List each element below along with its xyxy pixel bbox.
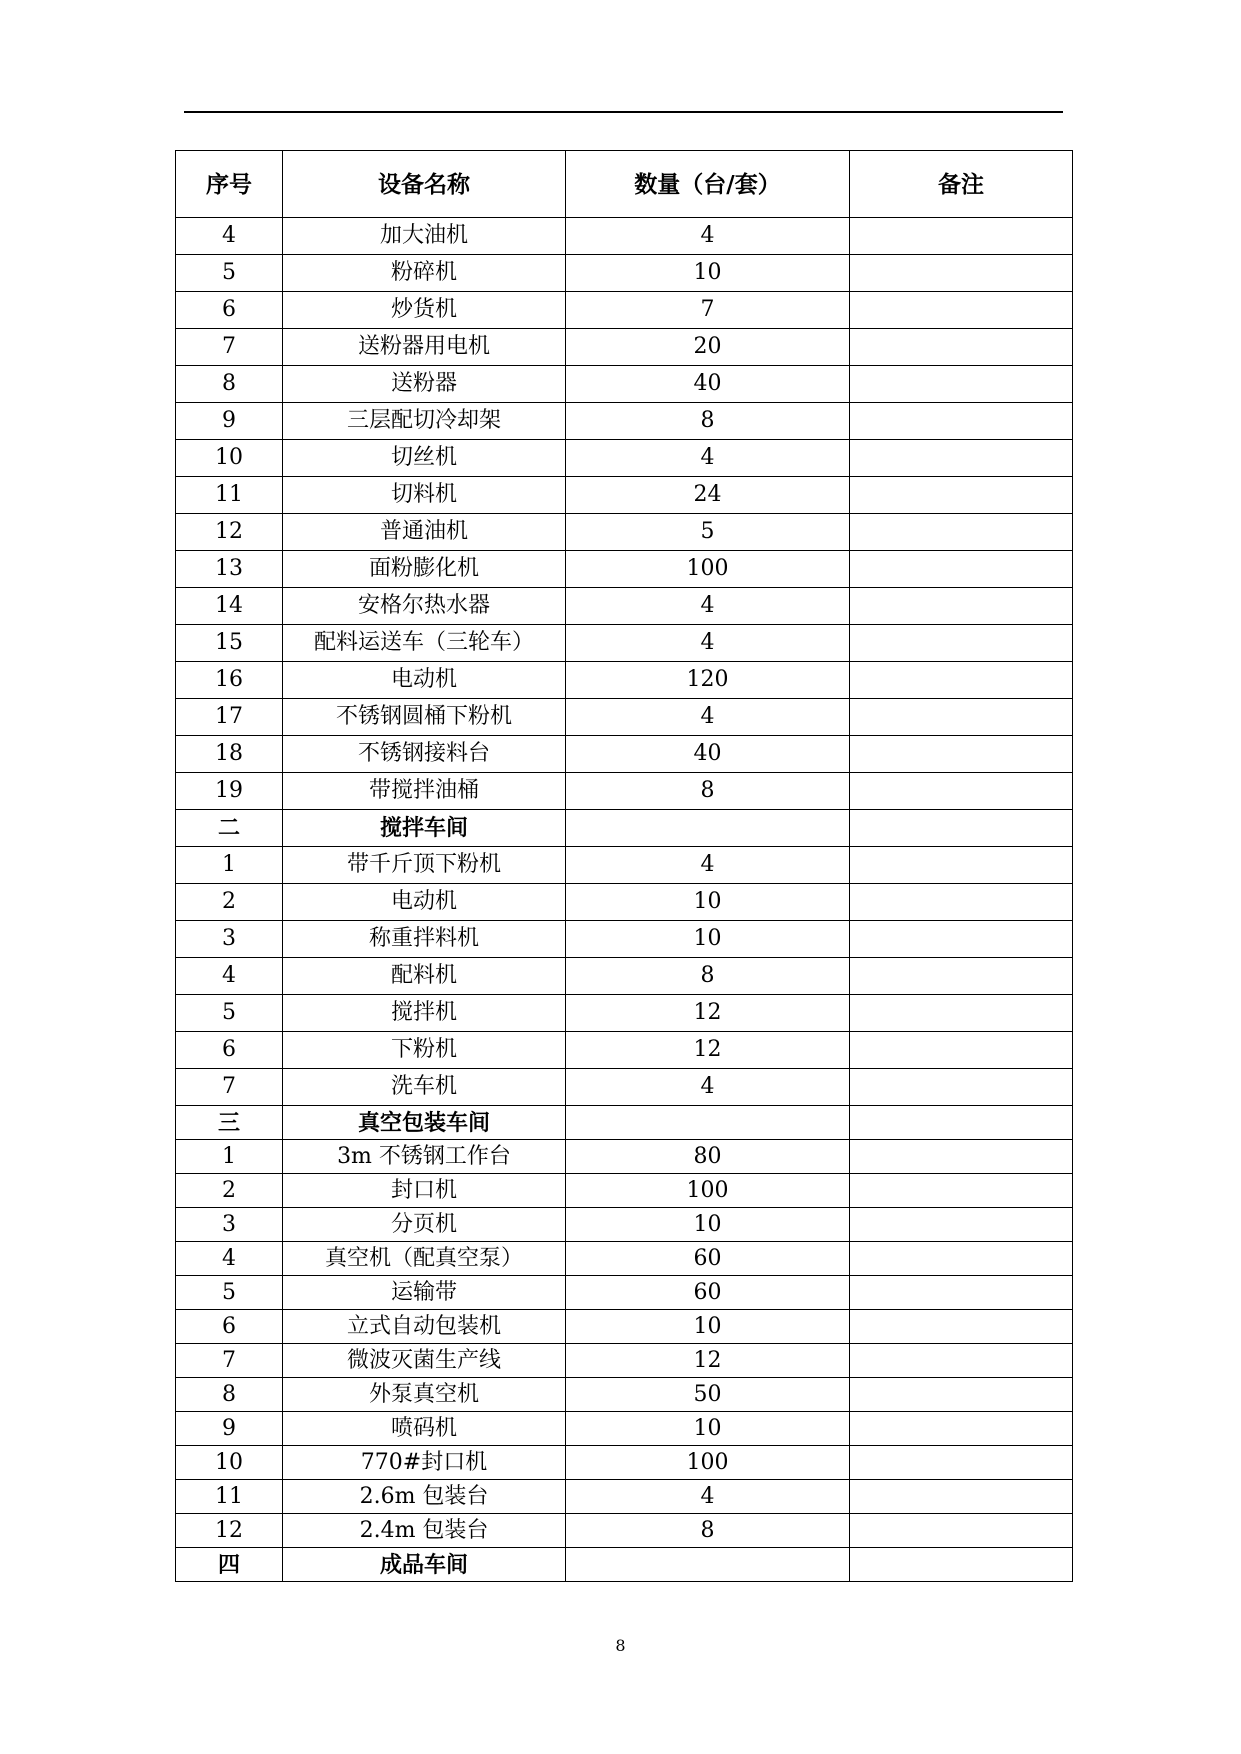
table-row: [176, 218, 1073, 255]
cell-note: [850, 366, 1073, 403]
cell-qty: 4: [566, 1480, 850, 1514]
equipment-table: [175, 150, 1073, 1582]
table-row: [176, 1310, 1073, 1344]
cell-name: 搅拌机: [283, 995, 566, 1032]
cell-no: 11: [176, 1480, 283, 1514]
cell-no: 12: [176, 1514, 283, 1548]
cell-name: 真空包装车间: [283, 1106, 566, 1140]
cell-note: [850, 218, 1073, 255]
cell-qty: 40: [566, 366, 850, 403]
table-row: [176, 1378, 1073, 1412]
cell-note: [850, 1106, 1073, 1140]
cell-note: [850, 1548, 1073, 1582]
cell-qty: 8: [566, 1514, 850, 1548]
table-row: [176, 1514, 1073, 1548]
table-row: [176, 1140, 1073, 1174]
cell-note: [850, 1140, 1073, 1174]
cell-no: 18: [176, 736, 283, 773]
table-row: [176, 625, 1073, 662]
table-row: [176, 1412, 1073, 1446]
cell-no: 1: [176, 847, 283, 884]
cell-name: 加大油机: [283, 218, 566, 255]
cell-name: 分页机: [283, 1208, 566, 1242]
cell-qty: 10: [566, 255, 850, 292]
cell-name: 不锈钢圆桶下粉机: [283, 699, 566, 736]
cell-qty: 100: [566, 1446, 850, 1480]
cell-qty: 60: [566, 1242, 850, 1276]
cell-qty: [566, 1106, 850, 1140]
cell-name: 安格尔热水器: [283, 588, 566, 625]
cell-note: [850, 736, 1073, 773]
cell-name: 真空机（配真空泵）: [283, 1242, 566, 1276]
cell-qty: 12: [566, 1344, 850, 1378]
cell-qty: 60: [566, 1276, 850, 1310]
cell-no: 6: [176, 1310, 283, 1344]
cell-note: [850, 773, 1073, 810]
cell-name: 洗车机: [283, 1069, 566, 1106]
header-note: 备注: [850, 151, 1073, 218]
cell-name: 立式自动包装机: [283, 1310, 566, 1344]
cell-note: [850, 847, 1073, 884]
table-row: [176, 403, 1073, 440]
cell-note: [850, 477, 1073, 514]
cell-note: [850, 1242, 1073, 1276]
cell-no: 16: [176, 662, 283, 699]
cell-name: 电动机: [283, 662, 566, 699]
cell-note: [850, 1276, 1073, 1310]
cell-qty: 8: [566, 403, 850, 440]
cell-qty: 8: [566, 958, 850, 995]
cell-qty: [566, 810, 850, 847]
cell-note: [850, 1446, 1073, 1480]
cell-qty: 12: [566, 995, 850, 1032]
cell-name: 运输带: [283, 1276, 566, 1310]
cell-name: 面粉膨化机: [283, 551, 566, 588]
cell-qty: [566, 1548, 850, 1582]
cell-name: 配料运送车（三轮车）: [283, 625, 566, 662]
cell-name: 带搅拌油桶: [283, 773, 566, 810]
cell-qty: 10: [566, 884, 850, 921]
table-row: [176, 1242, 1073, 1276]
cell-note: [850, 1174, 1073, 1208]
cell-no: 9: [176, 403, 283, 440]
cell-qty: 5: [566, 514, 850, 551]
table-row: [176, 1069, 1073, 1106]
table-row: [176, 1032, 1073, 1069]
cell-note: [850, 810, 1073, 847]
cell-qty: 50: [566, 1378, 850, 1412]
cell-name: 称重拌料机: [283, 921, 566, 958]
cell-note: [850, 995, 1073, 1032]
table-row: [176, 477, 1073, 514]
table-row: [176, 1276, 1073, 1310]
cell-name: 喷码机: [283, 1412, 566, 1446]
cell-qty: 10: [566, 1412, 850, 1446]
cell-qty: 8: [566, 773, 850, 810]
table-row: [176, 1446, 1073, 1480]
cell-no: 2: [176, 884, 283, 921]
table-row: [176, 773, 1073, 810]
cell-name: 炒货机: [283, 292, 566, 329]
cell-note: [850, 662, 1073, 699]
cell-qty: 4: [566, 699, 850, 736]
cell-name: 下粉机: [283, 1032, 566, 1069]
cell-no: 19: [176, 773, 283, 810]
cell-name: 切丝机: [283, 440, 566, 477]
table-row: [176, 662, 1073, 699]
cell-name: 2.6m 包装台: [283, 1480, 566, 1514]
cell-name: 送粉器: [283, 366, 566, 403]
cell-note: [850, 255, 1073, 292]
table-row: [176, 958, 1073, 995]
cell-note: [850, 1378, 1073, 1412]
cell-qty: 4: [566, 847, 850, 884]
cell-name: 不锈钢接料台: [283, 736, 566, 773]
cell-name: 成品车间: [283, 1548, 566, 1582]
cell-name: 微波灭菌生产线: [283, 1344, 566, 1378]
header-name: 设备名称: [283, 151, 566, 218]
table-row: [176, 995, 1073, 1032]
table-row: [176, 921, 1073, 958]
cell-name: 外泵真空机: [283, 1378, 566, 1412]
cell-note: [850, 1032, 1073, 1069]
cell-note: [850, 625, 1073, 662]
cell-name: 770#封口机: [283, 1446, 566, 1480]
cell-name: 封口机: [283, 1174, 566, 1208]
cell-no: 14: [176, 588, 283, 625]
cell-note: [850, 292, 1073, 329]
section-row: [176, 1106, 1073, 1140]
cell-no: 5: [176, 995, 283, 1032]
cell-no: 17: [176, 699, 283, 736]
cell-no: 5: [176, 255, 283, 292]
cell-qty: 4: [566, 1069, 850, 1106]
cell-no: 15: [176, 625, 283, 662]
table-row: [176, 884, 1073, 921]
cell-note: [850, 1480, 1073, 1514]
cell-note: [850, 551, 1073, 588]
table-row: [176, 329, 1073, 366]
cell-qty: 20: [566, 329, 850, 366]
cell-note: [850, 514, 1073, 551]
cell-qty: 12: [566, 1032, 850, 1069]
cell-note: [850, 958, 1073, 995]
cell-note: [850, 1344, 1073, 1378]
cell-note: [850, 1069, 1073, 1106]
table-row: [176, 1208, 1073, 1242]
cell-no: 二: [176, 810, 283, 847]
cell-qty: 120: [566, 662, 850, 699]
cell-no: 12: [176, 514, 283, 551]
cell-no: 1: [176, 1140, 283, 1174]
cell-note: [850, 403, 1073, 440]
cell-no: 8: [176, 1378, 283, 1412]
table-row: [176, 699, 1073, 736]
table-row: [176, 440, 1073, 477]
cell-no: 10: [176, 440, 283, 477]
cell-note: [850, 1514, 1073, 1548]
cell-note: [850, 699, 1073, 736]
cell-no: 6: [176, 1032, 283, 1069]
cell-note: [850, 588, 1073, 625]
cell-qty: 100: [566, 1174, 850, 1208]
cell-name: 3m 不锈钢工作台: [283, 1140, 566, 1174]
cell-name: 三层配切冷却架: [283, 403, 566, 440]
cell-name: 电动机: [283, 884, 566, 921]
table-row: [176, 255, 1073, 292]
cell-name: 带千斤顶下粉机: [283, 847, 566, 884]
cell-no: 3: [176, 1208, 283, 1242]
cell-no: 4: [176, 218, 283, 255]
cell-no: 三: [176, 1106, 283, 1140]
cell-no: 4: [176, 1242, 283, 1276]
table-row: [176, 588, 1073, 625]
cell-name: 送粉器用电机: [283, 329, 566, 366]
cell-name: 2.4m 包装台: [283, 1514, 566, 1548]
section-row: [176, 810, 1073, 847]
table-row: [176, 736, 1073, 773]
cell-no: 7: [176, 329, 283, 366]
table-body: [176, 218, 1073, 1582]
cell-name: 切料机: [283, 477, 566, 514]
table-row: [176, 847, 1073, 884]
cell-qty: 10: [566, 1208, 850, 1242]
cell-no: 9: [176, 1412, 283, 1446]
table-header-row: [176, 151, 1073, 218]
header-qty: 数量（台/套）: [566, 151, 850, 218]
cell-qty: 4: [566, 625, 850, 662]
cell-no: 2: [176, 1174, 283, 1208]
cell-note: [850, 1412, 1073, 1446]
table-row: [176, 1344, 1073, 1378]
cell-qty: 80: [566, 1140, 850, 1174]
header-rule: [184, 111, 1063, 113]
table-row: [176, 366, 1073, 403]
cell-name: 粉碎机: [283, 255, 566, 292]
table-row: [176, 1480, 1073, 1514]
table-row: [176, 1174, 1073, 1208]
cell-note: [850, 884, 1073, 921]
cell-no: 11: [176, 477, 283, 514]
cell-note: [850, 1310, 1073, 1344]
page-number: 8: [615, 1636, 626, 1655]
cell-no: 10: [176, 1446, 283, 1480]
cell-qty: 4: [566, 588, 850, 625]
cell-no: 5: [176, 1276, 283, 1310]
cell-no: 4: [176, 958, 283, 995]
cell-no: 四: [176, 1548, 283, 1582]
cell-qty: 10: [566, 1310, 850, 1344]
cell-no: 8: [176, 366, 283, 403]
cell-name: 搅拌车间: [283, 810, 566, 847]
cell-qty: 100: [566, 551, 850, 588]
cell-name: 普通油机: [283, 514, 566, 551]
cell-qty: 4: [566, 440, 850, 477]
cell-qty: 24: [566, 477, 850, 514]
cell-qty: 7: [566, 292, 850, 329]
cell-no: 13: [176, 551, 283, 588]
table-row: [176, 514, 1073, 551]
cell-no: 7: [176, 1069, 283, 1106]
cell-note: [850, 440, 1073, 477]
cell-note: [850, 921, 1073, 958]
cell-name: 配料机: [283, 958, 566, 995]
cell-qty: 40: [566, 736, 850, 773]
section-row: [176, 1548, 1073, 1582]
cell-note: [850, 329, 1073, 366]
cell-no: 6: [176, 292, 283, 329]
table-row: [176, 292, 1073, 329]
cell-no: 7: [176, 1344, 283, 1378]
cell-note: [850, 1208, 1073, 1242]
cell-qty: 4: [566, 218, 850, 255]
cell-qty: 10: [566, 921, 850, 958]
table-row: [176, 551, 1073, 588]
header-no: 序号: [176, 151, 283, 218]
cell-no: 3: [176, 921, 283, 958]
